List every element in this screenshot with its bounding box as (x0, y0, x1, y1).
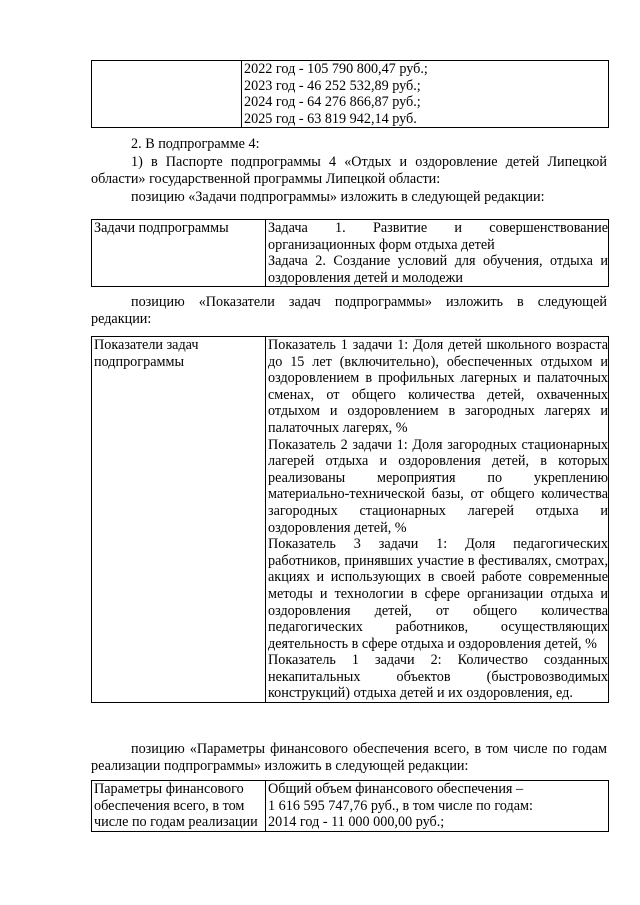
empty-cell (92, 61, 242, 128)
indicator-2: Показатель 2 задачи 1: Доля загородных стационарных лагерей отдыха и оздоровления детей, в которых реализованы мероприятия по укреплению материально-технической базы, от общего количества загородных стационарных лагерей отдыха и оздоровления детей, % (268, 436, 608, 536)
finance-content (266, 781, 609, 832)
tasks-content (266, 220, 609, 287)
task-2: Задача 2. Создание условий для обучения, отдыха и оздоровления детей и молодежи (268, 253, 608, 286)
indicators-table (91, 336, 609, 703)
finance-line: 2014 год - 11 000 000,00 руб.; (268, 814, 445, 831)
indicator-1: Показатель 1 задачи 1: Доля детей школьного возраста до 15 лет (включительно), обеспеченных отдыхом и оздоровлением в профильных лагерных и палаточных сменах, от общего количества детей, охваченных отдыхом и оздоровлением в загородных лагерях и палаточных лагерях, % (268, 337, 608, 436)
finance-line: Общий объем финансового обеспечения – (268, 781, 524, 797)
tasks-table (91, 219, 609, 287)
tasks-label: Задачи подпрограммы (92, 220, 266, 287)
task-1: Задача 1. Развитие и совершенствование организационных форм отдыха детей (268, 220, 608, 253)
funding-year-line: 2024 год - 64 276 866,87 руб.; (244, 94, 421, 111)
paragraph-passport: 1) в Паспорте подпрограммы 4 «Отдых и оздоровление детей Липецкой области» государственной программы Липецкой области: (91, 154, 607, 187)
finance-table (91, 780, 609, 832)
finance-line: 1 616 595 747,76 руб., в том числе по годам: (268, 797, 533, 814)
funding-year-line: 2025 год - 63 819 942,14 руб. (244, 110, 417, 127)
funding-years-cell (242, 61, 609, 128)
indicator-3: Показатель 3 задачи 1: Доля педагогических работников, принявших участие в фестивалях, смотрах, акциях и использующих в своей работе современные методы и технологии в сфере организации отдыха и оздоровления детей, от общего количества педагогических работников, осуществляющих деятельность в сфере отдыха и оздоровления детей, % (268, 536, 608, 652)
indicators-label: Показатели задач подпрограммы (92, 337, 266, 703)
paragraph-tasks-intro: позицию «Задачи подпрограммы» изложить в следующей редакции: (131, 189, 545, 205)
indicators-content (266, 337, 609, 703)
funding-year-line: 2023 год - 46 252 532,89 руб.; (244, 77, 421, 94)
indicator-4: Показатель 1 задачи 2: Количество созданных некапитальных объектов (быстровозводимых конструкций) отдыха детей и их оздоровления, ед. (268, 652, 608, 702)
finance-label: Параметры финансового обеспечения всего, в том числе по годам реализации (92, 781, 266, 832)
paragraph-indicators-intro: позицию «Показатели задач подпрограммы» изложить в следующей редакции: (91, 294, 607, 327)
paragraph-finance-intro: позицию «Параметры финансового обеспечения всего, в том числе по годам реализации подпрограммы» изложить в следующей редакции: (91, 741, 607, 774)
funding-year-line: 2022 год - 105 790 800,47 руб.; (244, 61, 428, 77)
paragraph-subprogram-4: 2. В подпрограмме 4: (131, 136, 260, 152)
funding-years-table (91, 60, 609, 128)
